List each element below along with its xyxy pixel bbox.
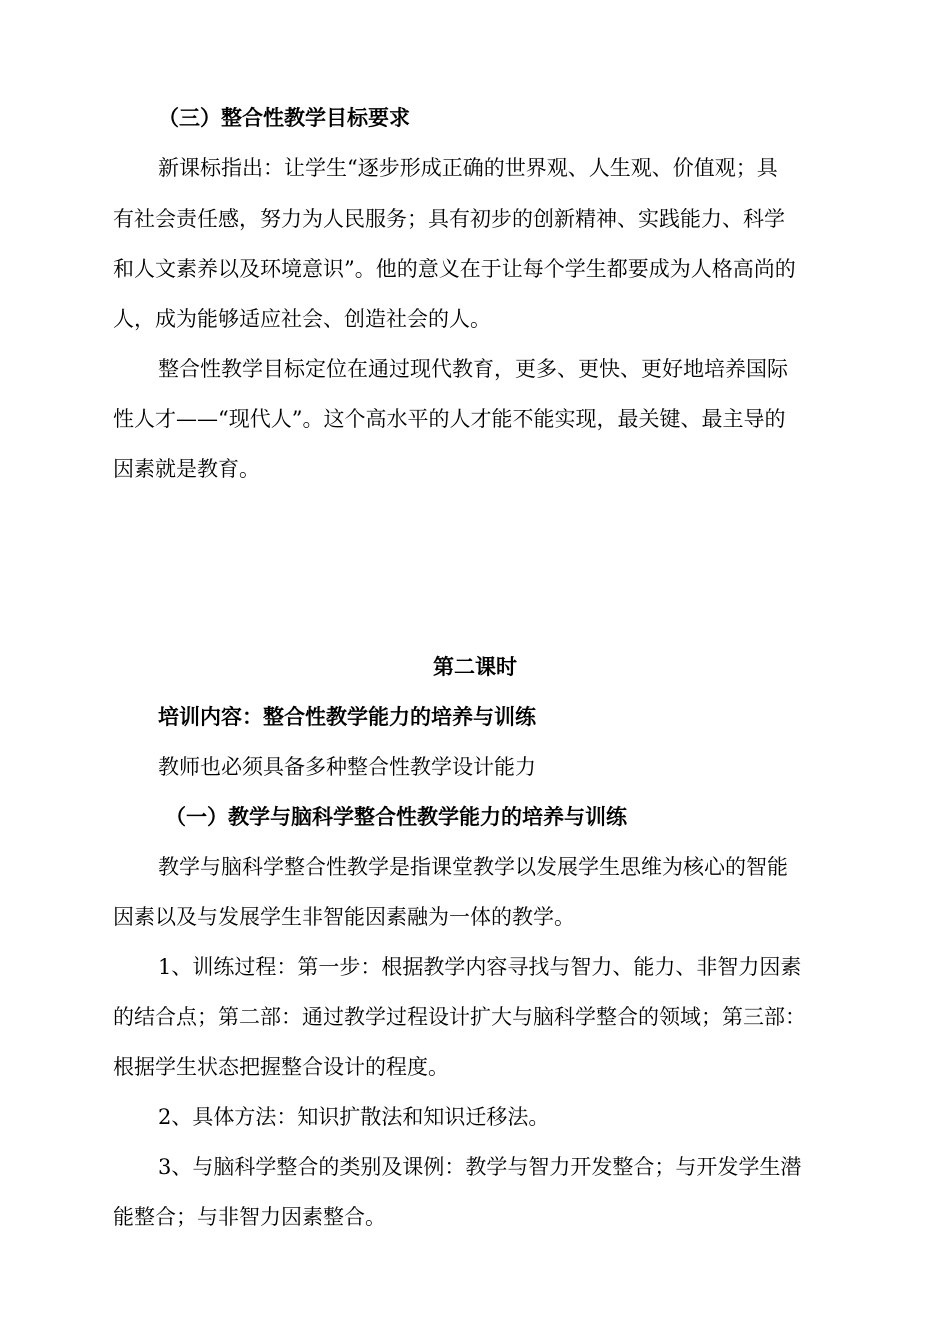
list-item-line: 能整合；与非智力因素整合。 bbox=[113, 1205, 386, 1229]
paragraph-line: 有社会责任感，努力为人民服务；具有初步的创新精神、实践能力、科学 bbox=[113, 207, 785, 231]
section-heading-goals: （三）整合性教学目标要求 bbox=[158, 105, 410, 130]
paragraph-line: 教学与脑科学整合性教学是指课堂教学以发展学生思维为核心的智能 bbox=[158, 855, 788, 879]
list-item-line: 的结合点；第二部：通过教学过程设计扩大与脑科学整合的领域；第三部： bbox=[113, 1005, 806, 1029]
paragraph-line: 新课标指出：让学生“逐步形成正确的世界观、人生观、价值观；具 bbox=[158, 156, 778, 180]
lesson-title: 第二课时 bbox=[433, 654, 517, 679]
list-item-line: 根据学生状态把握整合设计的程度。 bbox=[113, 1055, 449, 1079]
subheading-brain-science: （一）教学与脑科学整合性教学能力的培养与训练 bbox=[165, 804, 627, 829]
paragraph-line: 人，成为能够适应社会、创造社会的人。 bbox=[113, 307, 491, 331]
paragraph-line: 因素就是教育。 bbox=[113, 457, 260, 481]
intro-line: 教师也必须具备多种整合性教学设计能力 bbox=[158, 755, 536, 779]
list-item-line: 2、具体方法：知识扩散法和知识迁移法。 bbox=[158, 1105, 550, 1129]
list-item-line: 3、与脑科学整合的类别及课例：教学与智力开发整合；与开发学生潜 bbox=[158, 1155, 802, 1179]
list-item-line: 1、训练过程：第一步：根据教学内容寻找与智力、能力、非智力因素 bbox=[158, 955, 802, 979]
paragraph-line: 因素以及与发展学生非智能因素融为一体的教学。 bbox=[113, 905, 575, 929]
paragraph-line: 整合性教学目标定位在通过现代教育，更多、更快、更好地培养国际 bbox=[158, 357, 788, 381]
paragraph-line: 性人才——“现代人”。这个高水平的人才能不能实现，最关键、最主导的 bbox=[113, 407, 786, 431]
training-content-heading: 培训内容：整合性教学能力的培养与训练 bbox=[158, 704, 536, 729]
paragraph-line: 和人文素养以及环境意识”。他的意义在于让每个学生都要成为人格高尚的 bbox=[113, 257, 796, 281]
